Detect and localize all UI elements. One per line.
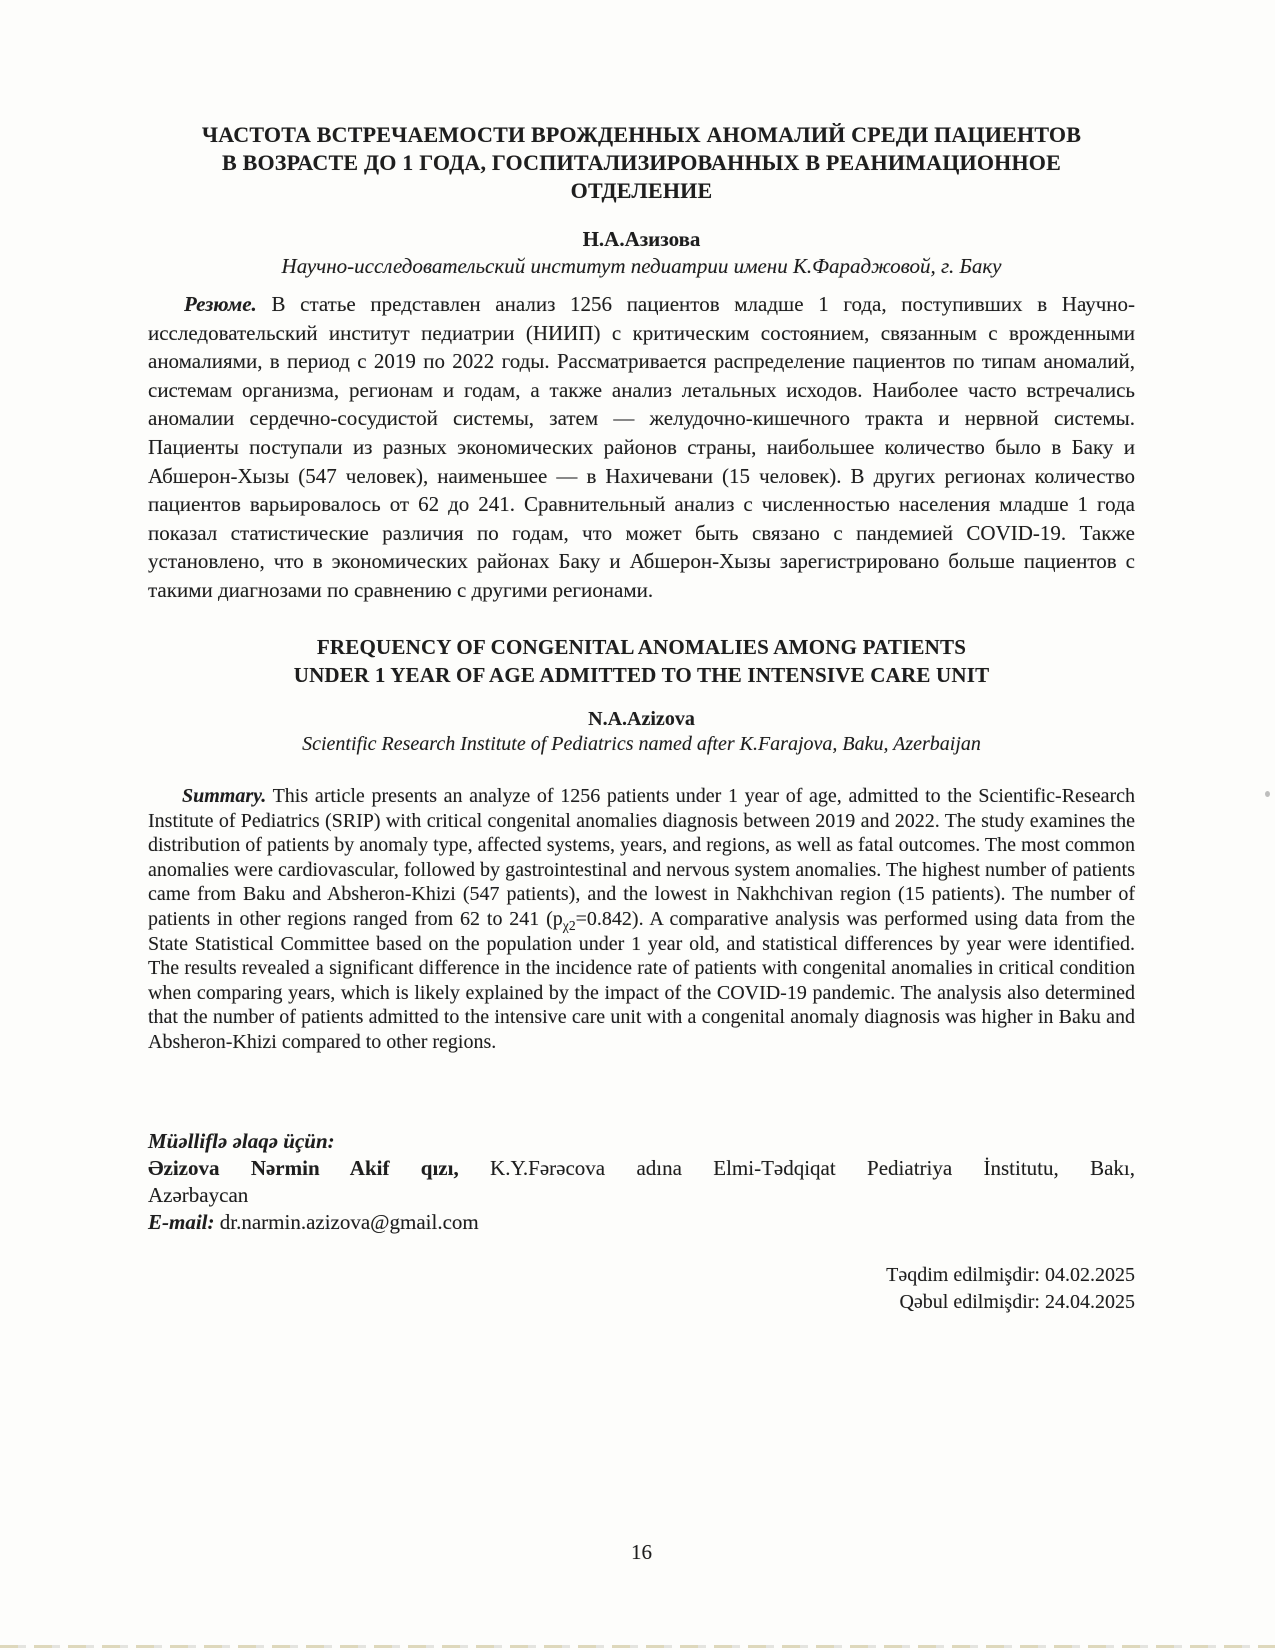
russian-author: Н.А.Азизова xyxy=(582,227,701,251)
contact-block xyxy=(148,1128,1135,1236)
margin-speck-artifact xyxy=(1265,791,1270,797)
email-label: E-mail: xyxy=(148,1210,215,1234)
russian-affiliation: Научно-исследовательский институт педиатрии имени К.Фараджовой, г. Баку xyxy=(281,254,1002,278)
english-summary-text-1: This article presents an analyze of 1256 patients under 1 year of age, admitted to the Scientific-Research Institute of Pediatrics (SRIP) with critical congenital anomalies diagnosis between 2019 and 2022. The study examines the distribution of patients by anomaly type, affected systems, years, and regions, as well as fatal outcomes. The most common anomalies were cardiovascular, followed by gastrointestinal and nervous system anomalies. The highest number of patients came from Baku and Absheron-Khizi (547 patients), and the lowest in Nakhchivan region (15 patients). The number of patients in other regions ranged from 62 to 241 (p xyxy=(148,785,1136,930)
contact-author-name: Əzizova Nərmin Akif qızı, xyxy=(148,1156,459,1180)
english-summary xyxy=(148,784,1135,1055)
english-title-line-1: FREQUENCY OF CONGENITAL ANOMALIES AMONG PATIENTS xyxy=(316,635,967,659)
russian-abstract-text: В статье представлен анализ 1256 пациентов младше 1 года, поступивших в Научно-исследовательский институт педиатрии (НИИП) с критическим состоянием, связанным с врожденными аномалиями, в период с 2019 по 2022 годы. Рассматривается распределение пациентов по типам аномалий, системам организма, регионам и годам, а также анализ летальных исходов. Наиболее часто встречались аномалии сердечно-сосудистой системы, затем — желудочно-кишечного тракта и нервной системы. Пациенты поступали из разных экономических районов страны, наибольшее количество было в Баку и Абшерон-Хызы (547 человек), наименьшее — в Нахичевани (15 человек). В других регионах количество пациентов варьировалось от 62 до 241. Сравнительный анализ с численностью населения младше 1 года показал статистические различия по годам, что может быть связано с пандемией COVID-19. Также установлено, что в экономических районах Баку и Абшерон-Хызы зарегистрировано больше пациентов с такими диагнозами по сравнению с другими регионами. xyxy=(148,292,1135,602)
english-affiliation: Scientific Research Institute of Pediatrics named after K.Farajova, Baku, Azerbaijan xyxy=(302,733,981,755)
contact-author-affiliation xyxy=(148,1155,1135,1182)
russian-title-line-2: В ВОЗРАСТЕ ДО 1 ГОДА, ГОСПИТАЛИЗИРОВАННЫХ В РЕАНИМАЦИОННОЕ xyxy=(222,150,1061,175)
english-author: N.A.Azizova xyxy=(588,708,695,730)
submitted-date: Təqdim edilmişdir: 04.02.2025 xyxy=(886,1264,1135,1286)
english-summary-text-2: =0.842). A comparative analysis was performed using data from the State Statistical Committee based on the population under 1 year old, and statistical differences by year were identified. The results revealed a significant difference in the incidence rate of patients with congenital anomalies in critical condition when comparing years, which is likely explained by the impact of the COVID-19 pandemic. The analysis also determined that the number of patients admitted to the intensive care unit with a congenital anomaly diagnosis was higher in Baku and Absheron-Khizi compared to other regions. xyxy=(148,907,1135,1053)
contact-affiliation-text: K.Y.Fərəcova adına Elmi-Tədqiqat Pediatriya İnstitutu, Bakı, xyxy=(490,1156,1135,1180)
russian-abstract xyxy=(148,290,1135,605)
russian-title-line-3: ОТДЕЛЕНИЕ xyxy=(570,178,713,203)
scan-edge-artifact xyxy=(0,1645,1275,1648)
english-title-line-2: UNDER 1 YEAR OF AGE ADMITTED TO THE INTENSIVE CARE UNIT xyxy=(293,663,990,687)
submission-dates xyxy=(148,1262,1135,1316)
accepted-date: Qəbul edilmişdir: 24.04.2025 xyxy=(899,1291,1135,1313)
page-number: 16 xyxy=(631,1540,652,1564)
contact-affiliation-line2: Azərbaycan xyxy=(148,1183,249,1207)
email-address: dr.narmin.azizova@gmail.com xyxy=(219,1210,479,1234)
contact-email-line xyxy=(148,1209,1135,1236)
russian-abstract-label: Резюме. xyxy=(184,292,257,316)
russian-title-line-1: ЧАСТОТА ВСТРЕЧАЕМОСТИ ВРОЖДЕННЫХ АНОМАЛИЙ СРЕДИ ПАЦИЕНТОВ xyxy=(201,122,1082,147)
chi-squared-subscript: χ2 xyxy=(562,917,576,933)
russian-title xyxy=(148,121,1135,205)
english-summary-label: Summary. xyxy=(182,785,267,807)
english-title xyxy=(148,633,1135,689)
contact-heading: Müəlliflə əlaqə üçün: xyxy=(148,1129,335,1153)
